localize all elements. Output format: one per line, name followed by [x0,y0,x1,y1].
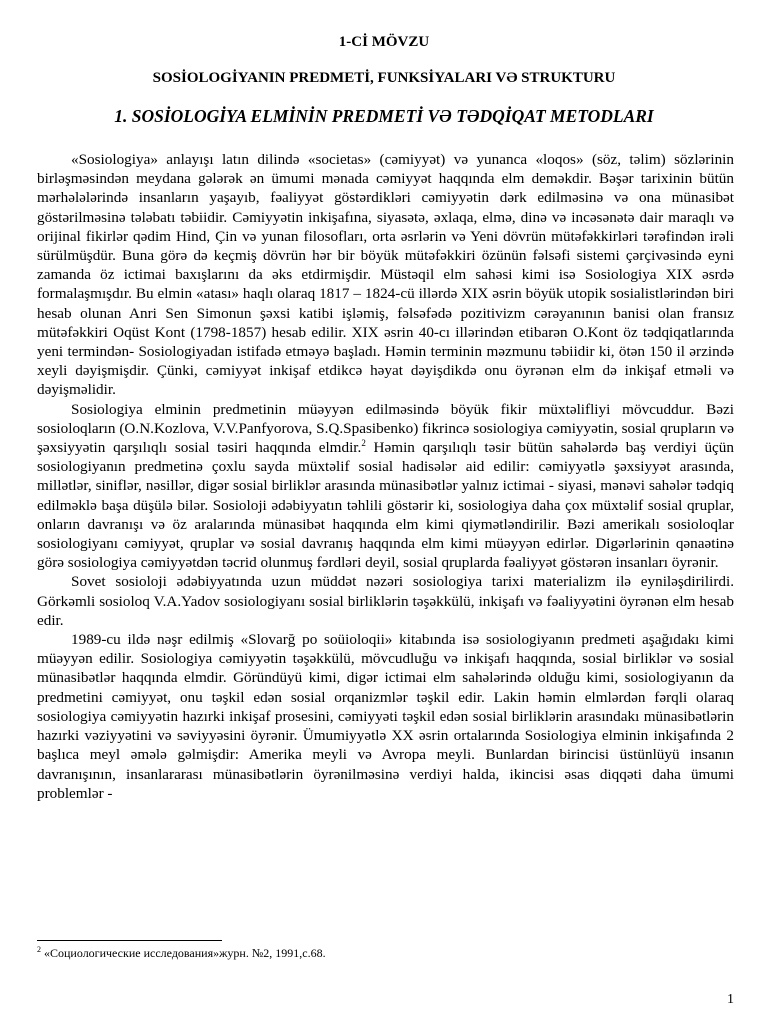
footnote-text: «Социологические исследования»журн. №2, 1991,с.68. [41,946,326,960]
footnote-divider [37,940,222,941]
paragraph-2 [37,400,734,573]
paragraph-2-part-1: Sosiologiya elminin predmetinin müəyyən edilməsində böyük fikir müxtəlifliyi mövcuddur. Bəzi sosioloqların (O.N.Kozlova, V.V.Panfyorova, S.Q.Spasibenko) fikrincə sosiologiya cəmiyyətin, sosial qrupların və şəxsiyyətin qarşılıqlı sosial təsiri haqqında elmdir. [37,400,734,457]
paragraph-2-part-2: Həmin qarşılıqlı təsir bütün sahələrdə baş verdiyi üçün sosiologiyanın predmetinə çoxlu sayda müxtəlif sosial hadisələr aid edilir: cəmiyyətlə şəxsiyyət arasında, millətlər, siniflər, nəsillər, digər sosial birliklər arasında münasibətlər yalnız ictimai - siyasi, mənəvi sahələr tədqiq edilməklə başa düşülə bilər. Sosioloji ədəbiyyatın təhlili göstərir ki, sosiologiya daha çox müxtəlif sosial qruplar, onların davranışı və öz aralarında münasibət haqqında elm kimi qiymətləndirilir. Bəzi amerikalı sosioloqlar sosiologiyanı cəmiyyət, qruplar və sosial davranış haqqında elm kimi müəyyən edirlər. Digərlərinin qənaətinə görə sosiologiya cəmiyyətdən təcrid olunmuş fərdləri deyil, sosial qruplarda fəaliyyət göstərən insanları öyrənir. [37,439,734,572]
paragraph-3: Sovet sosioloji ədəbiyyatında uzun müddət nəzəri sosiologiya tarixi materializm ilə eyniləşdirilirdi. Görkəmli sosioloq V.A.Yadov sosiologiyanı sosial birliklərin təşəkkülü, inkişafı və fəaliyyətini öyrənən elm hesab edir. [37,573,734,629]
paragraph-4: 1989-cu ildə nəşr edilmiş «Slovarğ po soüioloqii» kitabında isə sosiologiyanın predmeti aşağıdakı kimi müəyyən edilir. Sosiologiya cəmiyyətin təşəkkülü, mövcudluğu və inkişafı haqqında, sosial birliklər və sosial münasibətlər haqqında elmdir. Göründüyü kimi, digər ictimai elm sahələrində olduğu kimi, sosiologiyanın da predmetini cəmiyyət, onu təşkil edən sosial orqanizmlər təşkil edir. Lakin həmin elmlərdən fərqli olaraq sosiologiya cəmiyyətin hazırki inkişaf prosesini, cəmiyyəti təşkil edən sosial birliklərin arasındakı münasibətlərin hazırki vəziyyətini və səviyyəsini öyrənir. Ümumiyyətlə XX əsrin ortalarında Sosiologiya elminin inkişafında 2 başlıca meyl əmələ gəlmişdir: Amerika meyli və Avropa meyli. Bunlardan birincisi üstünlüyü insanın davranışının, insanlararası münasibətlərin öyrənilməsinə verdiyi halda, ikincisi əsas diqqəti daha ümumi problemlər - [37,631,734,802]
section-title: 1. SOSİOLOGİYA ELMİNİN PREDMETİ VƏ TƏDQİQAT METODLARI [114,106,654,126]
footnote [37,946,734,961]
topic-heading: 1-Cİ MÖVZU [338,34,430,50]
body-text [37,150,734,803]
chapter-title: SOSİOLOGİYANIN PREDMETİ, FUNKSİYALARI VƏ STRUKTURU [152,70,616,86]
footnote-reference: 2 [361,437,366,448]
page-number: 1 [727,992,734,1007]
footnote-mark: 2 [37,945,41,954]
paragraph-1: «Sosiologiya» anlayışı latın dilində «societas» (cəmiyyət) və yunanca «loqos» (söz, təlim) sözlərinin birləşməsindən meydana gələrək ən ümumi mənada cəmiyyət haqqında elm deməkdir. Bəşər tarixinin bütün mərhələlərində insanların yaşayıb, fəaliyyət göstərdikləri cəmiyyətin dərk edilməsinə və ona münasibət göstərilməsinə tələbatı təbiidir. Cəmiyyətin inkişafına, siyasətə, əxlaqa, elmə, dinə və incəsənətə dair maraqlı və orijinal fikirlər qədim Hind, Çin və yunan filosofları, orta əsrlərin və Yeni dövrün mütəfəkkirləri tərəfindən irəli sürülmüşdür. Buna görə də keçmiş dövrün hər bir böyük mütəfəkkiri özünün fəlsəfi sistemi çərçivəsində eyni zamanda öz ictimai baxışlarını da əks etdirmişdir. Müstəqil elm sahəsi kimi isə Sosiologiya XIX əsrdə formalaşmışdır. Bu elmin «atası» haqlı olaraq 1817 – 1824-cü illərdə XIX əsrin böyük utopik sosialistlərindən biri hesab olunan Anri Sen Simonun şəxsi katibi işləmiş, fəlsəfədə pozitivizm cərəyanının banisi olan fransız mütəfəkkiri Oqüst Kont (1798-1857) hesab edilir. XIX əsrin 40-cı illərindən etibarən O.Kont öz tədqiqatlarında yeni termindən- Sosiologiyadan istifadə etməyə başladı. Həmin terminin məzmunu təbiidir ki, ötən 150 il ərzində xeyli dəyişmişdir. Çünki, cəmiyyət inkişaf etdikcə həyat dəyişdikdə onu öyrənən elm də inkişaf etməli və dəyişməlidir. [37,151,734,399]
